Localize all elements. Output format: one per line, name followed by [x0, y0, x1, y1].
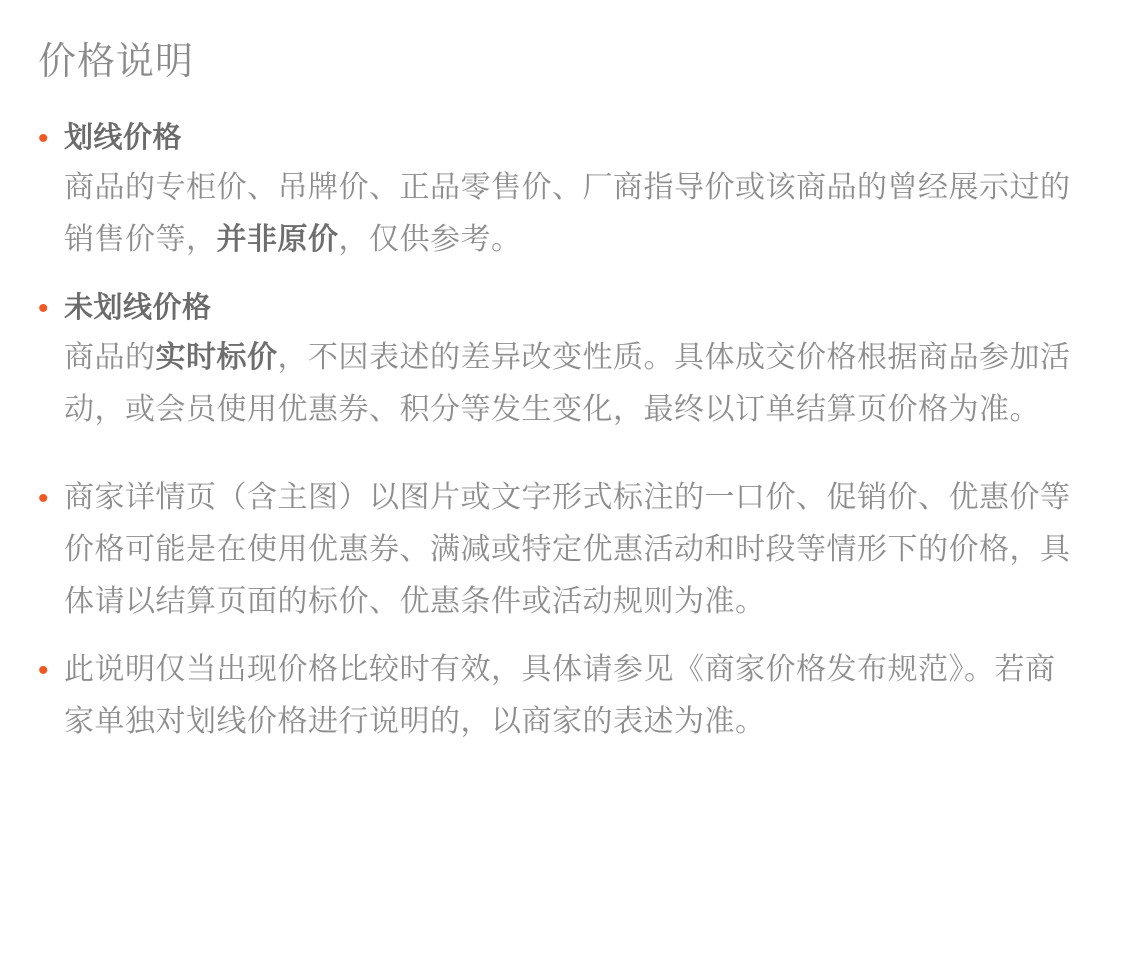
body-text-run: 商品的专柜价、吊牌价、正品零售价、厂商指导价或该商品的曾经展示过的销售价等，	[64, 170, 1071, 256]
emphasis-text: 实时标价	[155, 340, 278, 374]
bullet-icon: •	[38, 481, 49, 515]
body-text-run: 商品的	[64, 340, 156, 374]
bullet-icon: •	[38, 653, 49, 687]
note-paragraph-text: 此说明仅当出现价格比较时有效，具体请参见《商家价格发布规范》。若商家单独对划线价格进行说明的，以商家的表述为准。	[64, 652, 1056, 738]
bullet-icon: •	[38, 121, 49, 155]
body-text-run: ，仅供参考。	[338, 222, 522, 256]
bullet-icon: •	[38, 291, 49, 325]
note-paragraph-text: 商家详情页（含主图）以图片或文字形式标注的一口价、促销价、优惠价等价格可能是在使用优惠券、满减或特定优惠活动和时段等情形下的价格，具体请以结算页面的标价、优惠条件或活动规则为准。	[64, 480, 1071, 618]
note-paragraph	[38, 472, 1083, 628]
emphasis-text: 并非原价	[216, 222, 339, 256]
section-body	[64, 162, 1083, 266]
section-heading: 划线价格	[64, 121, 183, 154]
note-paragraph	[38, 644, 1083, 748]
body-text-run: ，不因表述的差异改变性质。具体成交价格根据商品参加活动，或会员使用优惠券、积分等发生变化，最终以订单结算页价格为准。	[64, 340, 1071, 426]
section-heading: 未划线价格	[64, 291, 212, 324]
section-non-strikethrough-price	[38, 290, 1083, 436]
section-strikethrough-price	[38, 120, 1083, 266]
section-heading-row	[38, 290, 1083, 326]
page-title: 价格说明	[38, 41, 195, 83]
section-body	[64, 332, 1083, 436]
section-heading-row	[38, 120, 1083, 156]
